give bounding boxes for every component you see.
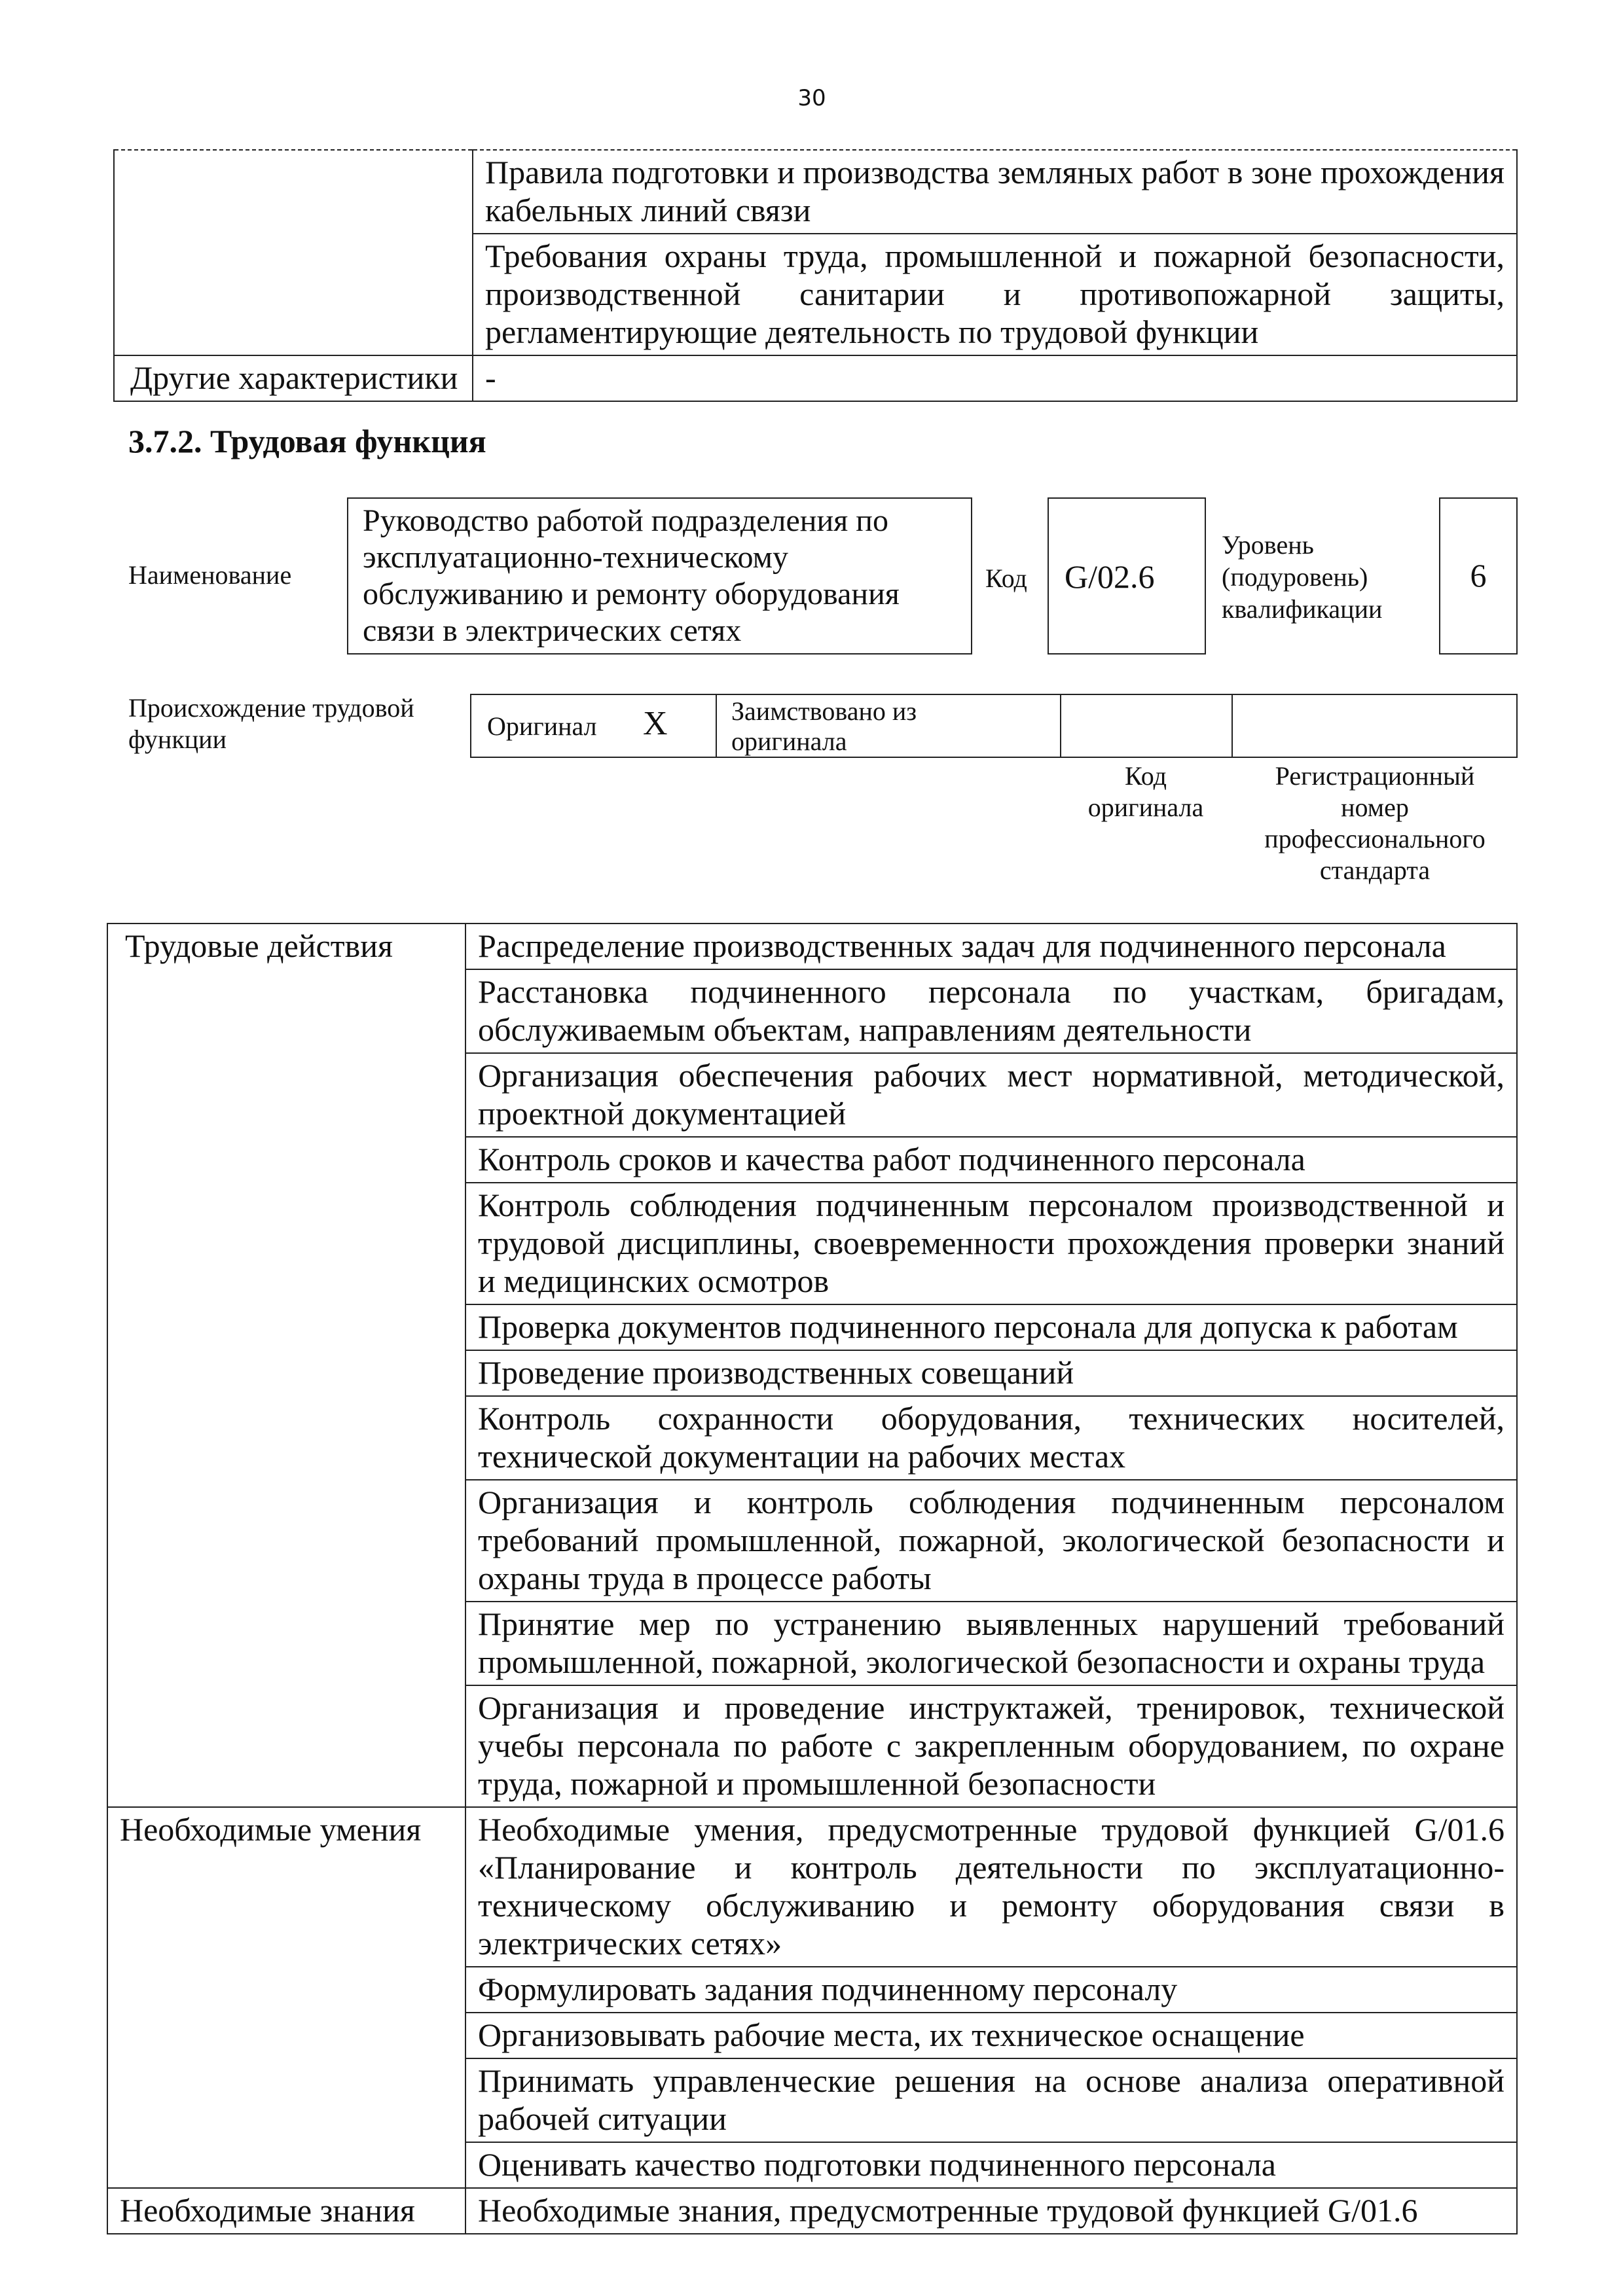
table-cell: Требования охраны труда, промышленной и пожарной безопасности, производственной санитарии и противопожарной защиты, регламентирующие деятельность по трудовой функции bbox=[473, 234, 1517, 355]
original-mark: X bbox=[643, 705, 668, 742]
origin-label: Происхождение трудовой функции bbox=[128, 693, 414, 754]
labor-action-item: Проверка документов подчиненного персонала для допуска к работам bbox=[465, 1304, 1517, 1350]
labor-action-item: Распределение производственных задач для подчиненного персонала bbox=[465, 924, 1517, 969]
other-characteristics-label: Другие характеристики bbox=[114, 355, 473, 401]
table-row bbox=[107, 2188, 1517, 2234]
skill-item: Формулировать задания подчиненному персоналу bbox=[465, 1967, 1517, 2013]
labor-action-item: Контроль сохранности оборудования, технических носителей, технической документации на рабочих местах bbox=[465, 1396, 1517, 1480]
section-title: 3.7.2. Трудовая функция bbox=[128, 423, 486, 459]
required-skills-label: Необходимые умения bbox=[107, 1807, 465, 2188]
labor-action-item: Принятие мер по устранению выявленных нарушений требований промышленной, пожарной, экологической безопасности и охраны труда bbox=[465, 1602, 1517, 1685]
level-box bbox=[1439, 497, 1518, 655]
level-value: 6 bbox=[1470, 557, 1487, 594]
labor-action-item: Проведение производственных совещаний bbox=[465, 1350, 1517, 1396]
origin-code-box bbox=[1060, 694, 1233, 758]
code-value: G/02.6 bbox=[1065, 558, 1155, 595]
labor-action-item: Контроль сроков и качества работ подчиненного персонала bbox=[465, 1137, 1517, 1183]
knowledge-item: Необходимые знания, предусмотренные трудовой функцией G/01.6 bbox=[465, 2188, 1517, 2234]
top-table bbox=[113, 149, 1518, 402]
function-name-box bbox=[347, 497, 972, 655]
skill-item: Организовывать рабочие места, их техническое оснащение bbox=[465, 2013, 1517, 2058]
page-number: 30 bbox=[797, 85, 826, 111]
code-original-caption: Код оригинала bbox=[1087, 761, 1204, 822]
table-row bbox=[107, 1807, 1517, 1967]
code-box bbox=[1048, 497, 1206, 655]
level-label: Уровень (подуровень) квалификации bbox=[1222, 530, 1383, 624]
empty-cell bbox=[114, 150, 473, 355]
registration-number-caption: Регистрационный номер профессионального стандарта bbox=[1264, 761, 1486, 885]
origin-borrowed-box bbox=[716, 694, 1061, 758]
required-knowledge-label: Необходимые знания bbox=[107, 2188, 465, 2234]
function-name-value: Руководство работой подразделения по эксплуатационно-техническому обслуживанию и ремонту оборудования связи в электрических сетях bbox=[363, 503, 900, 648]
origin-original-box bbox=[470, 694, 717, 758]
skill-item: Оценивать качество подготовки подчиненного персонала bbox=[465, 2142, 1517, 2188]
borrowed-label: Заимствовано из оригинала bbox=[731, 696, 917, 756]
origin-reg-box bbox=[1231, 694, 1518, 758]
skill-item: Необходимые умения, предусмотренные трудовой функцией G/01.6 «Планирование и контроль деятельности по эксплуатационно-техническому обслуживанию и ремонту оборудования связи в электрических сетях» bbox=[465, 1807, 1517, 1967]
original-label: Оригинал bbox=[487, 711, 597, 741]
code-label: Код bbox=[985, 564, 1027, 593]
labor-action-item: Организация и проведение инструктажей, тренировок, технической учебы персонала по работе с закрепленным оборудованием, по охране труда, пожарной и промышленной безопасности bbox=[465, 1685, 1517, 1807]
name-label: Наименование bbox=[128, 560, 292, 590]
table-row bbox=[114, 150, 1517, 234]
labor-action-item: Организация обеспечения рабочих мест нормативной, методической, проектной документацией bbox=[465, 1053, 1517, 1137]
table-row bbox=[107, 924, 1517, 969]
skill-item: Принимать управленческие решения на основе анализа оперативной рабочей ситуации bbox=[465, 2058, 1517, 2142]
table-row bbox=[114, 355, 1517, 401]
labor-action-item: Организация и контроль соблюдения подчиненным персоналом требований промышленной, пожарной, экологической безопасности и охраны труда в процессе работы bbox=[465, 1480, 1517, 1602]
labor-action-item: Расстановка подчиненного персонала по участкам, бригадам, обслуживаемым объектам, направлениям деятельности bbox=[465, 969, 1517, 1053]
main-table bbox=[107, 923, 1518, 2234]
labor-action-item: Контроль соблюдения подчиненным персоналом производственной и трудовой дисциплины, своевременности прохождения проверки знаний и медицинских осмотров bbox=[465, 1183, 1517, 1304]
labor-actions-label: Трудовые действия bbox=[107, 924, 465, 1807]
other-characteristics-value: - bbox=[473, 355, 1517, 401]
table-cell: Правила подготовки и производства земляных работ в зоне прохождения кабельных линий связи bbox=[473, 150, 1517, 234]
